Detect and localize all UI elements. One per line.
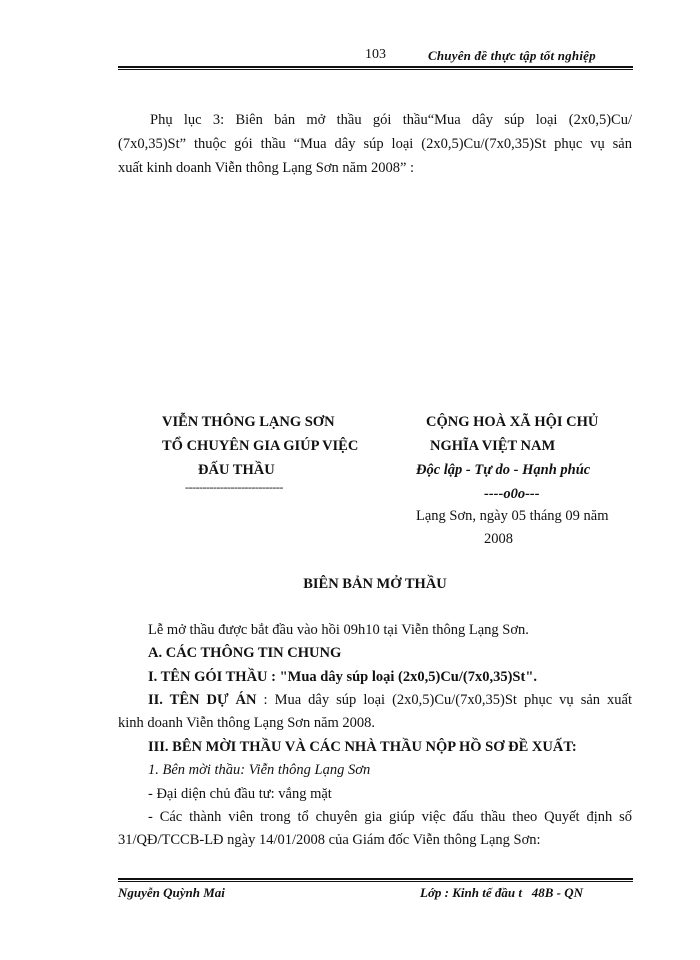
page-number: 103 bbox=[365, 47, 386, 62]
footer-rule bbox=[118, 878, 633, 880]
members-line-1: - Các thành viên trong tổ chuyên gia giúp việc đấu thầu theo Quyết định số bbox=[148, 809, 632, 825]
opening-line: Lễ mở thầu được bắt đầu vào hồi 09h10 tại Viễn thông Lạng Sơn. bbox=[148, 622, 529, 638]
republic-line-1: CỘNG HOÀ XÃ HỘI CHỦ bbox=[426, 414, 599, 430]
appendix-line-1: Phụ lục 3: Biên bản mở thầu gói thầu“Mua dây súp loại (2x0,5)Cu/ bbox=[150, 112, 632, 128]
item-2-value: : Mua dây súp loại (2x0,5)Cu/(7x0,35)St phục vụ sản xuất bbox=[263, 692, 633, 708]
item-1 bbox=[148, 665, 537, 689]
section-a-heading: A. CÁC THÔNG TIN CHUNG bbox=[148, 645, 342, 661]
appendix-line-3: xuất kinh doanh Viễn thông Lạng Sơn năm 2008” : bbox=[118, 160, 415, 176]
document-title: BIÊN BẢN MỞ THẦU bbox=[303, 576, 447, 592]
item-1-value: : "Mua dây súp loại (2x0,5)Cu/(7x0,35)St". bbox=[271, 669, 537, 685]
dept-line-1: TỔ CHUYÊN GIA GIÚP VIỆC bbox=[162, 438, 359, 454]
footer-class: Lớp : Kinh tế đầu t 48B - QN bbox=[420, 885, 583, 900]
left-rule: ---------------------------- bbox=[185, 480, 283, 494]
item-3-heading: III. BÊN MỜI THẦU VÀ CÁC NHÀ THẦU NỘP HỒ SƠ ĐỀ XUẤT: bbox=[148, 739, 577, 755]
item-2 bbox=[148, 688, 632, 712]
org-name: VIỄN THÔNG LẠNG SƠN bbox=[162, 414, 335, 430]
item-2-continued: kinh doanh Viễn thông Lạng Sơn năm 2008. bbox=[118, 715, 376, 731]
header-rule-thin bbox=[118, 69, 633, 70]
republic-line-2: NGHĨA VIỆT NAM bbox=[430, 438, 556, 454]
item-1-label: I. TÊN GÓI THẦU bbox=[148, 669, 268, 685]
motto: Độc lập - Tự do - Hạnh phúc bbox=[416, 462, 591, 478]
dept-line-2: ĐẤU THẦU bbox=[198, 462, 275, 478]
representative-line: - Đại diện chủ đầu tư: vắng mặt bbox=[148, 786, 332, 802]
footer-rule-thin bbox=[118, 881, 633, 882]
members-line-2: 31/QĐ/TCCB-LĐ ngày 14/01/2008 của Giám đốc Viễn thông Lạng Sơn: bbox=[118, 832, 541, 848]
header-title: Chuyên đề thực tập tốt nghiệp bbox=[428, 48, 596, 63]
subsection-1: 1. Bên mời thầu: Viễn thông Lạng Sơn bbox=[148, 762, 371, 778]
date-line-1: Lạng Sơn, ngày 05 tháng 09 năm bbox=[416, 508, 609, 524]
item-2-label: II. TÊN DỰ ÁN bbox=[148, 692, 257, 708]
date-line-2: 2008 bbox=[484, 531, 513, 547]
appendix-line-2: (7x0,35)St” thuộc gói thầu “Mua dây súp loại (2x0,5)Cu/(7x0,35)St phục vụ sản bbox=[118, 136, 632, 152]
ornament: ----o0o--- bbox=[484, 486, 540, 502]
footer-author: Nguyễn Quỳnh Mai bbox=[118, 885, 225, 900]
header-rule bbox=[118, 66, 633, 68]
